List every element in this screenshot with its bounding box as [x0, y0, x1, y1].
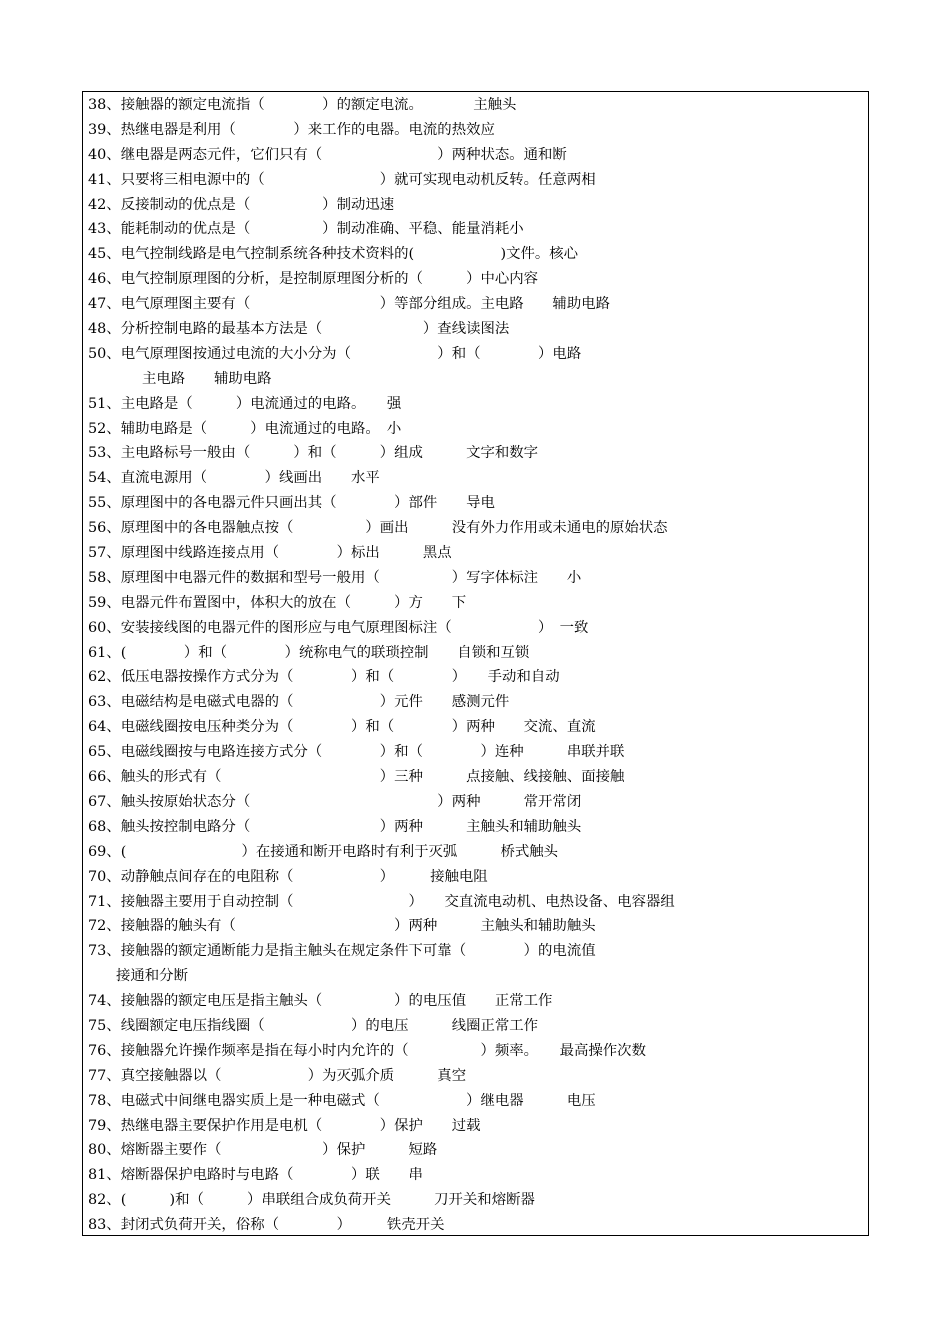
question-55: 55、原理图中的各电器元件只画出其（ ）部件 导电	[88, 495, 495, 512]
question-54: 54、直流电源用（ ）线画出 水平	[88, 470, 380, 487]
question-77: 77、真空接触器以（ ）为灭弧介质 真空	[88, 1067, 467, 1084]
question-68: 68、触头按控制电路分（ ）两种 主触头和辅助触头	[88, 818, 582, 835]
question-51: 51、主电路是（ ）电流通过的电路。 强	[88, 395, 402, 412]
question-39: 39、热继电器是利用（ ）来工作的电器。电流的热效应	[88, 121, 495, 138]
question-80: 80、熔断器主要作（ ）保护 短路	[88, 1142, 438, 1159]
question-43: 43、能耗制动的优点是（ ）制动准确、平稳、能量消耗小	[88, 221, 524, 238]
question-65: 65、电磁线圈按与电路连接方式分（ ）和（ ）连种 串联并联	[88, 744, 625, 761]
question-66: 66、触头的形式有（ ）三种 点接触、线接触、面接触	[88, 769, 625, 786]
question-70: 70、动静触点间存在的电阻称（ ） 接触电阻	[88, 868, 488, 885]
question-61: 61、( ）和（ ）统称电气的联琐控制 自锁和互锁	[88, 644, 530, 661]
question-69: 69、( ）在接通和断开电路时有利于灭弧 桥式触头	[88, 843, 559, 860]
question-83: 83、封闭式负荷开关，俗称（ ） 铁壳开关	[88, 1217, 445, 1234]
question-50: 50、电气原理图按通过电流的大小分为（ ）和（ ）电路	[88, 345, 582, 362]
question-58: 58、原理图中电器元件的数据和型号一般用（ ）写字体标注 小	[88, 569, 582, 586]
question-60: 60、安装接线图的电器元件的图形应与电气原理图标注（ ） 一致	[88, 619, 589, 636]
question-73-answer: 接通和分断	[116, 968, 188, 985]
question-48: 48、分析控制电路的最基本方法是（ ）查线读图法	[88, 321, 510, 338]
question-72: 72、接触器的触头有（ ）两种 主触头和辅助触头	[88, 918, 596, 935]
question-47: 47、电气原理图主要有（ ）等部分组成。主电路 辅助电路	[88, 296, 610, 313]
question-73: 73、接触器的额定通断能力是指主触头在规定条件下可靠（ ）的电流值	[88, 943, 596, 960]
question-53: 53、主电路标号一般由（ ）和（ ）组成 文字和数字	[88, 445, 539, 462]
question-63: 63、电磁结构是电磁式电器的（ ）元件 感测元件	[88, 694, 510, 711]
question-45: 45、电气控制线路是电气控制系统各种技术资料的( )文件。核心	[88, 246, 579, 263]
question-64: 64、电磁线圈按电压种类分为（ ）和（ ）两种 交流、直流	[88, 719, 596, 736]
question-59: 59、电器元件布置图中，体积大的放在（ ）方 下	[88, 594, 467, 611]
question-62: 62、低压电器按操作方式分为（ ）和（ ） 手动和自动	[88, 669, 560, 686]
question-76: 76、接触器允许操作频率是指在每小时内允许的（ ）频率。 最高操作次数	[88, 1042, 646, 1059]
question-52: 52、辅助电路是（ ）电流通过的电路。 小	[88, 420, 402, 437]
question-79: 79、热继电器主要保护作用是电机（ ）保护 过载	[88, 1117, 481, 1134]
question-41: 41、只要将三相电源中的（ ）就可实现电动机反转。任意两相	[88, 171, 596, 188]
question-81: 81、熔断器保护电路时与电路（ ）联 串	[88, 1167, 423, 1184]
question-67: 67、触头按原始状态分（ ）两种 常开常闭	[88, 793, 582, 810]
question-50-answer: 主电路 辅助电路	[142, 370, 272, 387]
question-71: 71、接触器主要用于自动控制（ ） 交直流电动机、电热设备、电容器组	[88, 893, 675, 910]
question-78: 78、电磁式中间继电器实质上是一种电磁式（ ）继电器 电压	[88, 1092, 596, 1109]
question-list	[88, 93, 864, 1238]
question-38: 38、接触器的额定电流指（ ）的额定电流。 主触头	[88, 97, 517, 113]
question-40: 40、继电器是两态元件，它们只有（ ）两种状态。通和断	[88, 146, 567, 163]
question-56: 56、原理图中的各电器触点按（ ）画出 没有外力作用或未通电的原始状态	[88, 520, 668, 537]
question-75: 75、线圈额定电压指线圈（ ）的电压 线圈正常工作	[88, 1017, 539, 1034]
question-74: 74、接触器的额定电压是指主触头（ ）的电压值 正常工作	[88, 993, 553, 1010]
question-57: 57、原理图中线路连接点用（ ）标出 黑点	[88, 545, 452, 562]
question-82: 82、( )和（ ）串联组合成负荷开关 刀开关和熔断器	[88, 1192, 535, 1209]
question-46: 46、电气控制原理图的分析，是控制原理图分析的（ ）中心内容	[88, 271, 539, 288]
question-42: 42、反接制动的优点是（ ）制动迅速	[88, 196, 395, 213]
